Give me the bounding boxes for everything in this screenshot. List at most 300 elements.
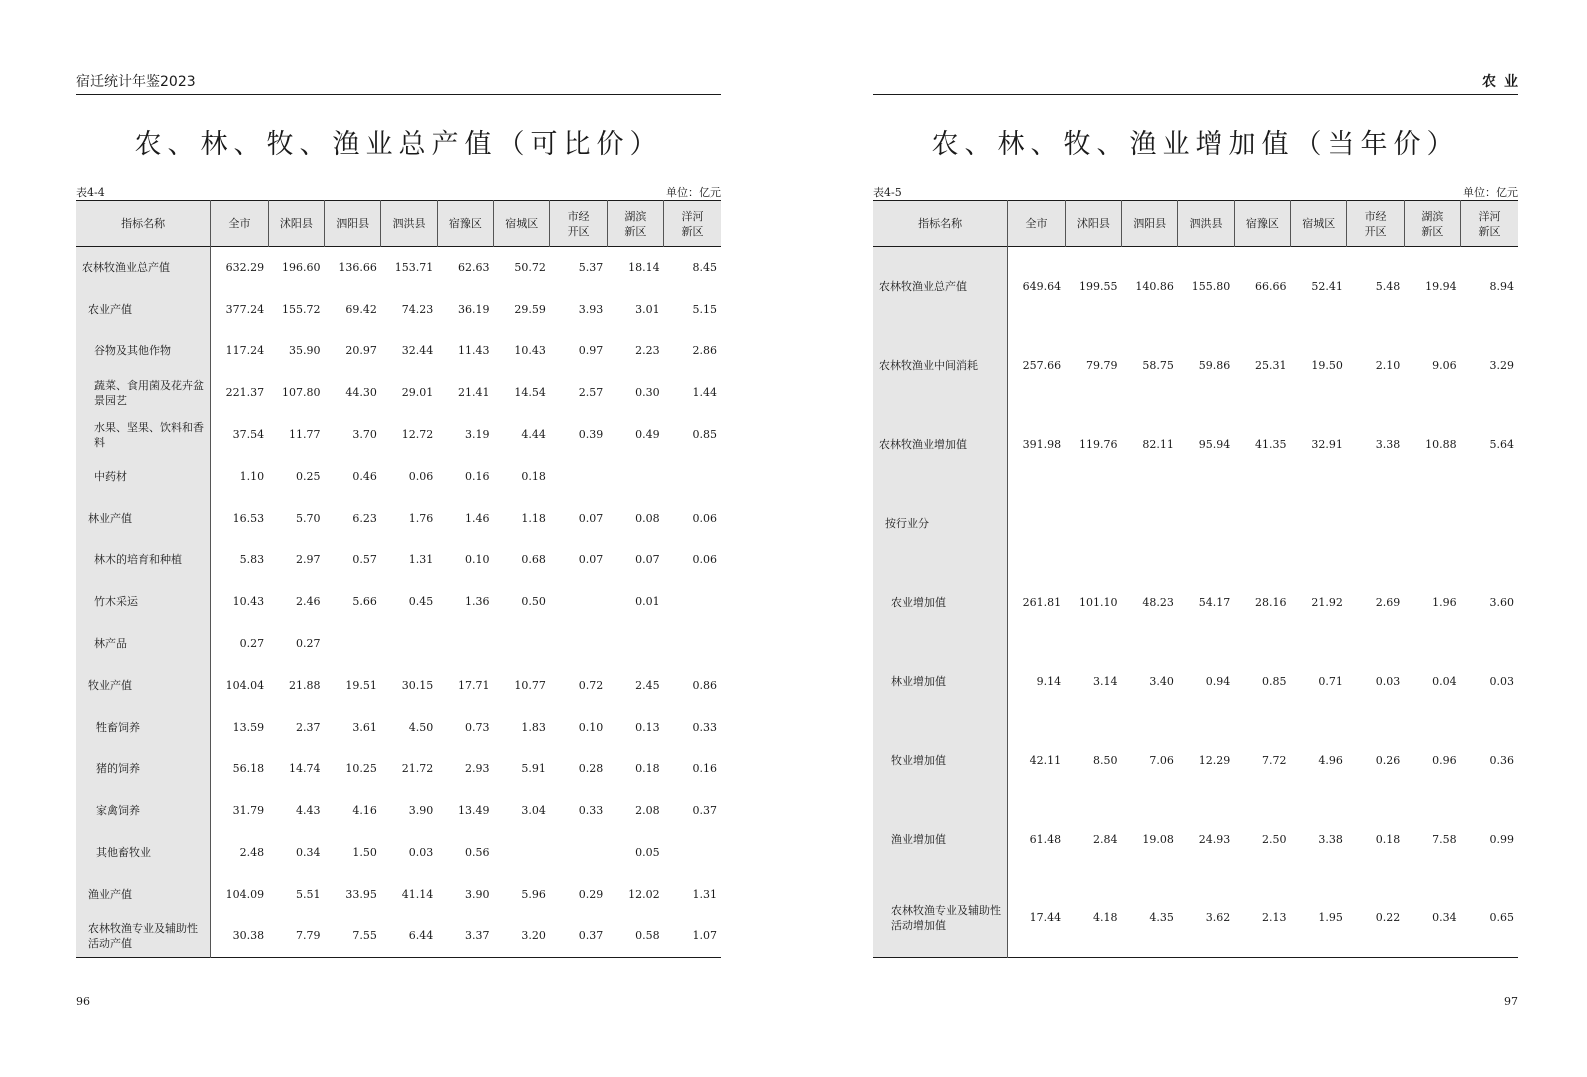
row-label: 中药材 (76, 455, 211, 497)
running-head-text: 宿迁统计年鉴2023 (76, 74, 196, 90)
header-row (76, 201, 721, 247)
table-title: 农、林、牧、渔业增加值（当年价） (931, 129, 1460, 160)
cell-value: 1.10 (239, 469, 265, 483)
cell-value: 119.76 (1079, 437, 1118, 451)
cell-value: 0.18 (1375, 832, 1401, 846)
cell-value: 24.93 (1198, 832, 1231, 846)
cell-value (325, 623, 381, 665)
page-number: 96 (76, 995, 90, 1008)
cell-value: 21.72 (401, 762, 434, 776)
header-region: 泗阳县 (325, 201, 381, 247)
cell-value: 0.26 (1375, 753, 1401, 767)
table-row (76, 330, 721, 372)
cell-value: 0.05 (635, 846, 660, 860)
row-label: 家禽饲养 (76, 790, 211, 832)
table-row (873, 642, 1518, 721)
cell-value: 0.49 (635, 428, 660, 442)
table-meta (873, 184, 1518, 198)
row-label: 牧业产值 (76, 664, 211, 706)
cell-value: 0.07 (578, 511, 604, 525)
header-row (873, 201, 1518, 247)
cell-value: 50.72 (514, 261, 546, 275)
row-label: 林业增加值 (873, 642, 1008, 721)
cell-value (664, 832, 721, 874)
cell-value: 2.93 (465, 762, 490, 776)
cell-value: 196.60 (282, 261, 321, 275)
cell-value: 0.16 (692, 762, 717, 776)
cell-value: 5.66 (352, 595, 377, 609)
cell-value: 5.64 (1489, 437, 1514, 451)
cell-value: 0.06 (692, 511, 717, 525)
cell-value: 8.50 (1093, 753, 1118, 767)
cell-value: 30.15 (401, 678, 434, 692)
cell-value: 1.31 (408, 553, 434, 567)
cell-value (550, 455, 607, 497)
table-row (76, 247, 721, 289)
cell-value: 8.45 (692, 261, 717, 275)
cell-value (1347, 484, 1404, 563)
cell-value (1008, 484, 1065, 563)
cell-value: 0.27 (296, 637, 321, 651)
table-row (873, 484, 1518, 563)
cell-value (1178, 484, 1234, 563)
row-label: 农林牧渔业中间消耗 (873, 326, 1008, 405)
header-region: 湖滨 新区 (1404, 201, 1460, 247)
cell-value: 74.23 (401, 302, 434, 316)
cell-value: 44.30 (345, 386, 377, 400)
cell-value: 12.02 (628, 887, 660, 901)
row-label: 农林牧渔专业及辅助性活动增加值 (873, 879, 1008, 958)
cell-value: 21.88 (289, 678, 321, 692)
header-region: 沭阳县 (1065, 201, 1121, 247)
cell-value: 5.91 (521, 762, 546, 776)
cell-value: 0.03 (1375, 674, 1401, 688)
cell-value (1234, 484, 1290, 563)
cell-value: 155.80 (1191, 279, 1231, 293)
cell-value: 1.31 (692, 887, 717, 901)
cell-value: 104.04 (225, 678, 265, 692)
cell-value (550, 581, 607, 623)
row-label: 牧业增加值 (873, 721, 1008, 800)
cell-value: 0.46 (352, 469, 377, 483)
cell-value: 1.76 (408, 511, 434, 525)
cell-value: 3.62 (1205, 911, 1231, 925)
row-label: 牲畜饲养 (76, 706, 211, 748)
data-table (76, 200, 721, 958)
cell-value: 7.55 (352, 929, 377, 943)
cell-value: 32.91 (1311, 437, 1343, 451)
cell-value: 0.04 (1432, 674, 1457, 688)
cell-value: 1.07 (692, 929, 717, 943)
cell-value: 4.44 (521, 428, 546, 442)
cell-value: 391.98 (1022, 437, 1062, 451)
cell-value: 2.10 (1375, 358, 1401, 372)
cell-value: 19.08 (1142, 832, 1174, 846)
cell-value: 3.90 (408, 804, 434, 818)
cell-value: 0.85 (692, 428, 717, 442)
cell-value: 0.72 (578, 678, 604, 692)
cell-value: 4.50 (408, 720, 434, 734)
table-row (76, 414, 721, 456)
header-region: 泗洪县 (1178, 201, 1234, 247)
cell-value: 30.38 (232, 929, 265, 943)
table-row (873, 405, 1518, 484)
cell-value: 5.70 (296, 511, 321, 525)
table-container (76, 200, 721, 958)
cell-value (494, 623, 550, 665)
row-label: 农业增加值 (873, 563, 1008, 642)
header-region: 全市 (1008, 201, 1065, 247)
header-region: 湖滨 新区 (607, 201, 663, 247)
cell-value: 12.72 (401, 428, 434, 442)
cell-value: 0.29 (578, 887, 604, 901)
table-row (76, 706, 721, 748)
cell-value: 0.68 (521, 553, 546, 567)
cell-value: 0.25 (296, 469, 321, 483)
running-head (76, 74, 721, 95)
cell-value: 0.18 (521, 469, 546, 483)
row-label: 林木的培育和种植 (76, 539, 211, 581)
table-row (76, 581, 721, 623)
cell-value: 2.46 (296, 595, 321, 609)
cell-value: 36.19 (458, 302, 490, 316)
cell-value: 19.94 (1425, 279, 1457, 293)
cell-value: 0.34 (296, 846, 321, 860)
table-row (873, 326, 1518, 405)
table-row (873, 563, 1518, 642)
table-title: 农、林、牧、渔业总产值（可比价） (134, 129, 663, 160)
table-row (76, 455, 721, 497)
table-meta (76, 184, 721, 198)
row-label: 农林牧渔业总产值 (76, 247, 211, 289)
table-row (76, 748, 721, 790)
cell-value: 3.37 (465, 929, 490, 943)
cell-value: 3.93 (578, 302, 604, 316)
cell-value: 2.23 (635, 344, 660, 358)
cell-value: 2.13 (1262, 911, 1287, 925)
cell-value: 5.83 (239, 553, 265, 567)
cell-value: 0.06 (408, 469, 434, 483)
cell-value: 29.59 (514, 302, 546, 316)
table-row (76, 832, 721, 874)
cell-value (550, 832, 607, 874)
cell-value: 59.86 (1198, 358, 1231, 372)
cell-value: 0.99 (1489, 832, 1514, 846)
row-label: 林业产值 (76, 497, 211, 539)
cell-value: 1.83 (521, 720, 546, 734)
cell-value: 69.42 (345, 302, 377, 316)
cell-value: 28.16 (1255, 595, 1287, 609)
cell-value: 2.69 (1375, 595, 1401, 609)
cell-value: 13.59 (232, 720, 265, 734)
table-row (76, 539, 721, 581)
cell-value: 62.63 (458, 261, 490, 275)
cell-value: 3.04 (521, 804, 546, 818)
cell-value: 0.28 (578, 762, 604, 776)
header-region: 沭阳县 (268, 201, 324, 247)
table-unit: 单位：亿元 (666, 186, 721, 199)
cell-value: 7.06 (1149, 753, 1174, 767)
cell-value: 9.14 (1036, 674, 1062, 688)
cell-value: 107.80 (282, 386, 321, 400)
table-unit: 单位：亿元 (1463, 186, 1518, 199)
cell-value: 2.48 (239, 846, 265, 860)
cell-value (664, 623, 721, 665)
cell-value (1122, 484, 1178, 563)
cell-value: 3.20 (521, 929, 546, 943)
cell-value: 2.37 (296, 720, 321, 734)
table-row (76, 623, 721, 665)
cell-value: 25.31 (1255, 358, 1287, 372)
cell-value: 13.49 (458, 804, 490, 818)
cell-value: 3.38 (1375, 437, 1401, 451)
running-head (873, 74, 1526, 95)
cell-value: 41.14 (401, 887, 434, 901)
cell-value: 0.71 (1318, 674, 1343, 688)
cell-value: 21.41 (458, 386, 490, 400)
cell-value: 0.37 (578, 929, 604, 943)
cell-value: 20.97 (345, 344, 377, 358)
cell-value: 0.13 (635, 720, 660, 734)
cell-value: 0.57 (352, 553, 377, 567)
cell-value: 10.77 (514, 678, 546, 692)
cell-value: 3.40 (1149, 674, 1174, 688)
header-region: 泗洪县 (381, 201, 437, 247)
cell-value: 48.23 (1142, 595, 1174, 609)
cell-value: 153.71 (394, 261, 434, 275)
cell-value (1065, 484, 1121, 563)
cell-value: 5.51 (296, 887, 321, 901)
cell-value: 1.18 (521, 511, 546, 525)
cell-value: 21.92 (1311, 595, 1343, 609)
cell-value: 3.90 (465, 887, 490, 901)
table-row (76, 873, 721, 915)
cell-value (1404, 484, 1460, 563)
header-region: 宿城区 (1291, 201, 1347, 247)
cell-value: 0.22 (1375, 911, 1401, 925)
cell-value: 0.33 (692, 720, 717, 734)
left-page (76, 0, 721, 1077)
cell-value: 632.29 (225, 261, 265, 275)
cell-value: 0.36 (1489, 753, 1514, 767)
cell-value: 0.07 (635, 553, 660, 567)
cell-value (437, 623, 493, 665)
cell-value: 17.44 (1029, 911, 1062, 925)
row-label: 竹木采运 (76, 581, 211, 623)
cell-value: 6.23 (352, 511, 377, 525)
cell-value: 3.29 (1489, 358, 1514, 372)
cell-value: 61.48 (1029, 832, 1062, 846)
table-row (76, 497, 721, 539)
cell-value: 82.11 (1142, 437, 1174, 451)
table-row (76, 664, 721, 706)
cell-value: 0.58 (635, 929, 660, 943)
cell-value: 42.11 (1029, 753, 1062, 767)
cell-value: 37.54 (232, 428, 265, 442)
cell-value: 0.33 (578, 804, 604, 818)
table-number: 表4-4 (76, 186, 105, 199)
row-label: 水果、坚果、饮料和香料 (76, 414, 211, 456)
cell-value: 104.09 (225, 887, 265, 901)
cell-value: 0.37 (692, 804, 717, 818)
cell-value: 4.18 (1093, 911, 1118, 925)
cell-value: 0.45 (408, 595, 434, 609)
row-label: 渔业增加值 (873, 800, 1008, 879)
table-row (873, 247, 1518, 326)
cell-value: 7.58 (1432, 832, 1457, 846)
cell-value: 136.66 (338, 261, 377, 275)
header-region: 宿豫区 (437, 201, 493, 247)
cell-value: 12.29 (1198, 753, 1231, 767)
cell-value: 1.44 (692, 386, 717, 400)
cell-value: 0.96 (1432, 753, 1457, 767)
row-label: 蔬菜、食用菌及花卉盆景园艺 (76, 372, 211, 414)
cell-value: 0.39 (578, 428, 604, 442)
table-container (873, 200, 1518, 958)
cell-value: 0.10 (578, 720, 604, 734)
cell-value: 0.30 (635, 386, 660, 400)
cell-value: 0.34 (1432, 911, 1457, 925)
cell-value: 52.41 (1311, 279, 1343, 293)
cell-value: 10.25 (345, 762, 377, 776)
table-row (76, 372, 721, 414)
cell-value: 0.07 (578, 553, 604, 567)
cell-value: 0.97 (578, 344, 604, 358)
cell-value: 16.53 (232, 511, 265, 525)
cell-value (664, 581, 721, 623)
cell-value: 7.79 (296, 929, 321, 943)
cell-value (494, 832, 550, 874)
cell-value: 4.16 (352, 804, 377, 818)
cell-value: 1.50 (352, 846, 377, 860)
cell-value: 0.56 (465, 846, 490, 860)
cell-value: 0.85 (1262, 674, 1287, 688)
cell-value (664, 455, 721, 497)
cell-value: 32.44 (401, 344, 434, 358)
cell-value: 4.43 (296, 804, 321, 818)
cell-value: 2.08 (635, 804, 660, 818)
cell-value: 0.03 (1489, 674, 1514, 688)
cell-value (1461, 484, 1518, 563)
cell-value: 2.50 (1262, 832, 1287, 846)
cell-value: 11.43 (458, 344, 490, 358)
cell-value (550, 623, 607, 665)
row-label: 按行业分 (873, 484, 1008, 563)
row-label: 农业产值 (76, 288, 211, 330)
cell-value: 19.50 (1311, 358, 1343, 372)
cell-value: 0.73 (465, 720, 490, 734)
cell-value: 1.36 (465, 595, 490, 609)
cell-value: 56.18 (232, 762, 265, 776)
cell-value: 2.97 (296, 553, 321, 567)
cell-value: 11.77 (289, 428, 321, 442)
row-label: 林产品 (76, 623, 211, 665)
cell-value: 79.79 (1086, 358, 1118, 372)
cell-value: 7.72 (1262, 753, 1287, 767)
cell-value: 0.86 (692, 678, 717, 692)
cell-value: 35.90 (289, 344, 321, 358)
cell-value: 18.14 (628, 261, 660, 275)
cell-value: 0.01 (635, 595, 660, 609)
cell-value: 10.43 (514, 344, 546, 358)
cell-value: 3.14 (1093, 674, 1118, 688)
cell-value: 8.94 (1489, 279, 1514, 293)
cell-value: 5.96 (521, 887, 546, 901)
header-region: 市经 开区 (550, 201, 607, 247)
header-region: 泗阳县 (1122, 201, 1178, 247)
cell-value: 0.65 (1489, 911, 1514, 925)
cell-value: 0.94 (1205, 674, 1231, 688)
cell-value: 3.60 (1489, 595, 1514, 609)
table-row (76, 790, 721, 832)
cell-value: 0.18 (635, 762, 660, 776)
cell-value: 199.55 (1079, 279, 1118, 293)
header-indicator-name: 指标名称 (76, 201, 211, 247)
cell-value: 0.27 (239, 637, 265, 651)
cell-value: 377.24 (225, 302, 265, 316)
cell-value: 66.66 (1255, 279, 1287, 293)
cell-value (607, 623, 663, 665)
cell-value: 41.35 (1255, 437, 1287, 451)
cell-value: 1.46 (465, 511, 490, 525)
cell-value: 257.66 (1022, 358, 1062, 372)
cell-value: 221.37 (225, 386, 265, 400)
table-row (873, 879, 1518, 958)
cell-value: 10.43 (232, 595, 265, 609)
cell-value: 3.70 (352, 428, 377, 442)
page-number: 97 (1504, 995, 1518, 1008)
row-label: 农林牧渔专业及辅助性活动产值 (76, 915, 211, 957)
cell-value: 33.95 (345, 887, 377, 901)
cell-value (607, 455, 663, 497)
cell-value: 2.84 (1093, 832, 1118, 846)
cell-value: 31.79 (232, 804, 265, 818)
cell-value: 3.61 (352, 720, 377, 734)
right-page (873, 0, 1526, 1077)
table-number: 表4-5 (873, 186, 902, 199)
cell-value: 5.37 (578, 261, 604, 275)
cell-value: 2.45 (635, 678, 660, 692)
cell-value: 0.03 (408, 846, 434, 860)
cell-value: 4.96 (1318, 753, 1343, 767)
cell-value: 29.01 (401, 386, 434, 400)
cell-value: 17.71 (458, 678, 490, 692)
table-row (873, 721, 1518, 800)
cell-value: 54.17 (1198, 595, 1231, 609)
cell-value: 9.06 (1432, 358, 1457, 372)
cell-value: 2.57 (578, 386, 604, 400)
cell-value: 0.50 (521, 595, 546, 609)
cell-value: 155.72 (282, 302, 321, 316)
header-region: 宿城区 (494, 201, 550, 247)
cell-value: 101.10 (1079, 595, 1118, 609)
cell-value: 3.19 (465, 428, 490, 442)
cell-value: 1.96 (1432, 595, 1457, 609)
running-head-text: 农业 (1482, 74, 1526, 90)
cell-value: 140.86 (1135, 279, 1174, 293)
header-region: 市经 开区 (1347, 201, 1404, 247)
cell-value: 261.81 (1022, 595, 1062, 609)
header-region: 全市 (211, 201, 268, 247)
data-table (873, 200, 1518, 958)
header-region: 宿豫区 (1234, 201, 1290, 247)
cell-value: 19.51 (345, 678, 377, 692)
cell-value (381, 623, 437, 665)
cell-value: 4.35 (1149, 911, 1174, 925)
cell-value: 3.38 (1318, 832, 1343, 846)
cell-value: 649.64 (1022, 279, 1062, 293)
cell-value (1291, 484, 1347, 563)
